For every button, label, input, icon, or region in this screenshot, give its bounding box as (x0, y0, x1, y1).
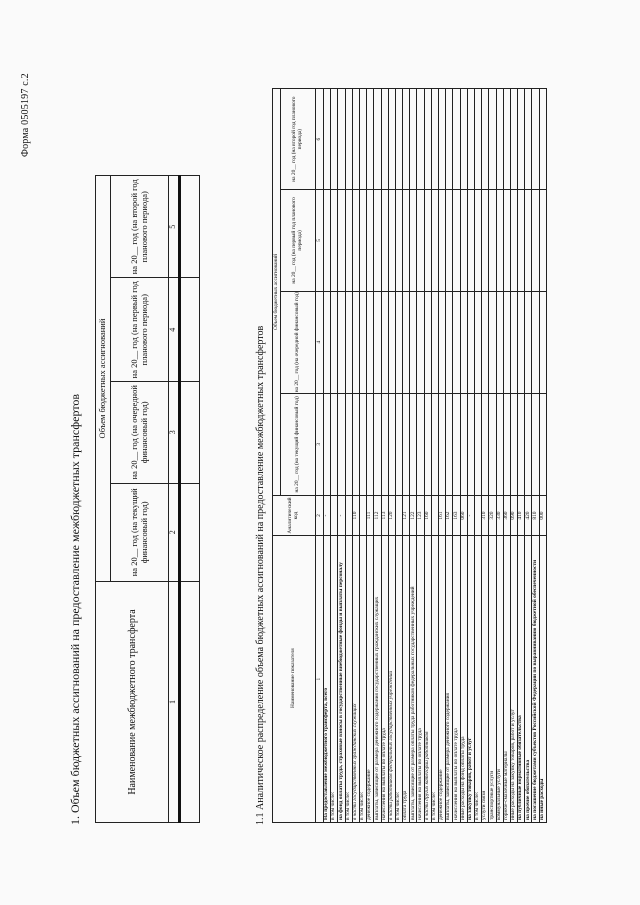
row-indicator-name: в части других категорий работников (424, 536, 431, 823)
row-indicator-name: оплата труда (403, 536, 410, 823)
row-value-cell (374, 393, 381, 495)
row-analytic-code: 320 (489, 495, 496, 535)
table-row (395, 89, 402, 823)
row-analytic-code: 163 (453, 495, 460, 535)
table-row (388, 89, 395, 823)
row-value-cell (518, 291, 525, 393)
row-value-cell (324, 89, 331, 190)
row-value-cell (359, 89, 366, 190)
row-analytic-code: 121 (403, 495, 410, 535)
row-value-cell (539, 291, 546, 393)
col-number: 4 (169, 278, 180, 381)
analytical-distribution-table (272, 88, 547, 823)
row-indicator-name: горюче-смазочные материалы (503, 536, 510, 823)
table-row (467, 89, 474, 823)
row-value-cell (525, 89, 532, 190)
table-cell (179, 483, 199, 581)
col-number: 1 (316, 536, 324, 823)
row-value-cell (352, 89, 359, 190)
row-indicator-name: на прочие обязательства (525, 536, 532, 823)
row-value-cell (467, 393, 474, 495)
row-analytic-code: 111 (367, 495, 374, 535)
row-value-cell (453, 393, 460, 495)
header-col-next: на 20__ год (на очередной финансовый год) (111, 381, 169, 483)
row-value-cell (518, 393, 525, 495)
table-row (496, 89, 503, 823)
table-row (424, 89, 431, 823)
row-value-cell (532, 190, 539, 291)
row-value-cell (525, 393, 532, 495)
row-value-cell (439, 393, 446, 495)
row-value-cell (331, 89, 338, 190)
row-analytic-code: 000 (539, 495, 546, 535)
table-cell (179, 582, 199, 823)
col-number: 2 (316, 495, 324, 535)
row-value-cell (345, 89, 352, 190)
row-indicator-name: в части работников федеральных государственных учреждений (388, 536, 395, 823)
row-value-cell (359, 393, 366, 495)
header-analytic-code: Аналитический код (273, 495, 316, 535)
row-value-cell (460, 89, 467, 190)
row-value-cell (424, 190, 431, 291)
row-analytic-code: - (338, 495, 345, 535)
header-col-plan1: на 20__ год (на первый год планового периода) (111, 278, 169, 381)
row-value-cell (331, 291, 338, 393)
row-indicator-name: начисления на выплаты по оплате труда (417, 536, 424, 823)
header-volume: Объем бюджетных ассигнований (96, 176, 111, 582)
row-indicator-name: на фонд оплаты труда, страховые взносы в государственные внебюджетные фонды и выплаты персоналу (338, 536, 345, 823)
row-value-cell (431, 89, 438, 190)
row-value-cell (374, 89, 381, 190)
row-value-cell (503, 291, 510, 393)
row-value-cell (439, 89, 446, 190)
row-indicator-name: на публичные нормативные обязательства (518, 536, 525, 823)
table-row (539, 89, 546, 823)
table-row (525, 89, 532, 823)
header-transfer-name: Наименование межбюджетного трансферта (96, 582, 169, 823)
row-value-cell (446, 89, 453, 190)
header-col-next: на 20__ год (на очередной финансовый год) (281, 291, 316, 393)
row-value-cell (496, 190, 503, 291)
row-analytic-code: 160 (424, 495, 431, 535)
table-row (410, 89, 417, 823)
row-value-cell (388, 89, 395, 190)
row-value-cell (424, 291, 431, 393)
row-value-cell (388, 393, 395, 495)
row-value-cell (417, 89, 424, 190)
row-value-cell (338, 393, 345, 495)
row-value-cell (503, 393, 510, 495)
table-row (417, 89, 424, 823)
row-value-cell (417, 393, 424, 495)
row-value-cell (359, 291, 366, 393)
header-col-current: на 20__ год (на текущий финансовый год) (111, 483, 169, 581)
row-value-cell (518, 190, 525, 291)
table-row (367, 89, 374, 823)
row-value-cell (467, 89, 474, 190)
row-value-cell (532, 291, 539, 393)
row-indicator-name: услуги связи (482, 536, 489, 823)
row-value-cell (510, 190, 517, 291)
row-analytic-code: 090 (510, 495, 517, 535)
row-analytic-code: 410 (518, 495, 525, 535)
row-analytic-code: - (467, 495, 474, 535)
row-indicator-name: денежное содержание (439, 536, 446, 823)
row-value-cell (367, 291, 374, 393)
table-row (324, 89, 331, 823)
row-indicator-name: на закупку товаров, работ и услуг (467, 536, 474, 823)
row-value-cell (453, 190, 460, 291)
row-value-cell (424, 89, 431, 190)
row-value-cell (352, 393, 359, 495)
row-value-cell (381, 190, 388, 291)
row-analytic-code: 310 (482, 495, 489, 535)
row-value-cell (352, 190, 359, 291)
row-indicator-name: на погашение бюджетами субъектов Российской Федерации по выравниванию бюджетной обеспеченности (532, 536, 539, 823)
row-analytic-code: 161 (439, 495, 446, 535)
row-value-cell (439, 291, 446, 393)
row-indicator-name: выплаты, зависящие от размера оплаты труда работников федеральных государственных учреждений (410, 536, 417, 823)
row-indicator-name: в том числе: (359, 536, 366, 823)
row-value-cell (410, 190, 417, 291)
row-value-cell (503, 190, 510, 291)
row-value-cell (510, 89, 517, 190)
row-indicator-name: начисления на выплаты по оплате труда (381, 536, 388, 823)
row-value-cell (489, 393, 496, 495)
header-indicator-name: Наименование показателя (273, 536, 316, 823)
row-value-cell (367, 89, 374, 190)
row-value-cell (403, 291, 410, 393)
row-indicator-name: коммунальные услуги (496, 536, 503, 823)
row-value-cell (474, 291, 481, 393)
table-row (331, 89, 338, 823)
row-value-cell (503, 89, 510, 190)
row-analytic-code: 110 (352, 495, 359, 535)
col-number: 2 (169, 483, 180, 581)
row-indicator-name: иные расходы на закупку товаров, работ и услуг (510, 536, 517, 823)
row-value-cell (338, 291, 345, 393)
row-value-cell (474, 89, 481, 190)
row-value-cell (410, 89, 417, 190)
table-row (403, 89, 410, 823)
header-col-plan1: на 20__ год (на первый год планового периода) (281, 190, 316, 291)
header-col-plan2: на 20__ год (на второй год планового периода) (111, 176, 169, 278)
row-value-cell (410, 393, 417, 495)
header-volume: Объем бюджетных ассигнований (273, 89, 281, 496)
row-value-cell (424, 393, 431, 495)
row-value-cell (395, 89, 402, 190)
row-value-cell (359, 190, 366, 291)
table-row (474, 89, 481, 823)
col-number: 4 (316, 291, 324, 393)
table-row (446, 89, 453, 823)
col-number: 1 (169, 582, 180, 823)
row-analytic-code: 113 (381, 495, 388, 535)
col-number: 5 (169, 176, 180, 278)
row-value-cell (525, 190, 532, 291)
row-value-cell (374, 291, 381, 393)
row-analytic-code: 162 (446, 495, 453, 535)
row-value-cell (410, 291, 417, 393)
row-value-cell (489, 291, 496, 393)
row-indicator-name: иные расходы на фонд оплаты труда (460, 536, 467, 823)
row-value-cell (381, 393, 388, 495)
row-value-cell (345, 393, 352, 495)
header-col-current: на 20__ год (на текущий финансовый год) (281, 393, 316, 495)
row-value-cell (482, 89, 489, 190)
row-indicator-name: в том числе: (474, 536, 481, 823)
row-indicator-name: в том числе: (395, 536, 402, 823)
row-analytic-code: 330 (496, 495, 503, 535)
row-value-cell (381, 291, 388, 393)
table-body (324, 89, 547, 823)
row-value-cell (496, 89, 503, 190)
row-value-cell (510, 393, 517, 495)
row-value-cell (403, 190, 410, 291)
row-value-cell (482, 393, 489, 495)
row-value-cell (460, 190, 467, 291)
row-value-cell (496, 291, 503, 393)
row-indicator-name: На предоставление межбюджетного трансферта, всего (324, 536, 331, 823)
row-value-cell (331, 190, 338, 291)
row-analytic-code: 122 (410, 495, 417, 535)
row-value-cell (446, 190, 453, 291)
row-value-cell (381, 89, 388, 190)
row-value-cell (496, 393, 503, 495)
row-value-cell (331, 393, 338, 495)
transfer-volume-table (95, 175, 200, 823)
row-value-cell (395, 291, 402, 393)
row-value-cell (395, 393, 402, 495)
row-value-cell (489, 89, 496, 190)
row-value-cell (539, 89, 546, 190)
row-value-cell (460, 393, 467, 495)
row-indicator-name: выплаты, зависящие от размера денежного содержания (446, 536, 453, 823)
row-value-cell (467, 190, 474, 291)
row-analytic-code (331, 495, 338, 535)
table-row (453, 89, 460, 823)
row-indicator-name: денежное содержание (367, 536, 374, 823)
table-cell (179, 381, 199, 483)
row-analytic-code: 123 (417, 495, 424, 535)
section2-title: 1.1 Аналитическое распределение объема бюджетных ассигнований на предоставление межбюджетных трансфертов (255, 325, 266, 825)
row-value-cell (518, 89, 525, 190)
row-value-cell (453, 291, 460, 393)
row-value-cell (474, 190, 481, 291)
row-indicator-name: в том числе: (431, 536, 438, 823)
row-value-cell (525, 291, 532, 393)
col-number: 3 (169, 381, 180, 483)
row-value-cell (539, 190, 546, 291)
row-indicator-name: в том числе: (331, 536, 338, 823)
row-value-cell (539, 393, 546, 495)
row-analytic-code: 810 (532, 495, 539, 535)
table-row (489, 89, 496, 823)
row-value-cell (388, 190, 395, 291)
table-row (352, 89, 359, 823)
row-value-cell (482, 291, 489, 393)
row-value-cell (345, 190, 352, 291)
row-value-cell (352, 291, 359, 393)
row-value-cell (367, 393, 374, 495)
row-value-cell (446, 393, 453, 495)
row-value-cell (324, 190, 331, 291)
table-cell (179, 176, 199, 278)
table-row (338, 89, 345, 823)
row-indicator-name: начисления на выплаты по оплате труда (453, 536, 460, 823)
row-value-cell (474, 393, 481, 495)
table-row (359, 89, 366, 823)
row-value-cell (417, 190, 424, 291)
col-number: 3 (316, 393, 324, 495)
row-value-cell (338, 89, 345, 190)
row-analytic-code: 120 (388, 495, 395, 535)
table-row (510, 89, 517, 823)
row-value-cell (510, 291, 517, 393)
row-value-cell (338, 190, 345, 291)
table-row (374, 89, 381, 823)
row-value-cell (489, 190, 496, 291)
form-label: Форма 0505197 с.2 (20, 73, 31, 157)
section1-title: 1. Объем бюджетных ассигнований на предоставление межбюджетных трансфертов (68, 393, 82, 825)
row-indicator-name: транспортные услуги (489, 536, 496, 823)
row-value-cell (403, 89, 410, 190)
table-row (460, 89, 467, 823)
row-analytic-code: - (324, 495, 331, 535)
row-value-cell (374, 190, 381, 291)
row-indicator-name: выплаты, зависящие от размера денежного содержания государственных гражданских служащих (374, 536, 381, 823)
row-indicator-name: в части государственных гражданских служащих (352, 536, 359, 823)
row-value-cell (431, 291, 438, 393)
row-value-cell (403, 393, 410, 495)
row-value-cell (431, 393, 438, 495)
row-value-cell (460, 291, 467, 393)
row-value-cell (417, 291, 424, 393)
row-value-cell (482, 190, 489, 291)
row-value-cell (467, 291, 474, 393)
row-analytic-code: 060 (460, 495, 467, 535)
row-value-cell (395, 190, 402, 291)
row-value-cell (431, 190, 438, 291)
col-number: 6 (316, 89, 324, 190)
row-value-cell (367, 190, 374, 291)
table-cell (179, 278, 199, 381)
row-analytic-code: 420 (525, 495, 532, 535)
header-col-plan2: на 20__ год (на второй год планового периода) (281, 89, 316, 190)
row-indicator-name: в том числе: (345, 536, 352, 823)
col-number: 5 (316, 190, 324, 291)
table-row (518, 89, 525, 823)
table-row (431, 89, 438, 823)
row-analytic-code: 112 (374, 495, 381, 535)
row-value-cell (345, 291, 352, 393)
row-value-cell (388, 291, 395, 393)
table-row (532, 89, 539, 823)
row-value-cell (324, 291, 331, 393)
row-value-cell (532, 89, 539, 190)
row-value-cell (324, 393, 331, 495)
table-row (482, 89, 489, 823)
row-value-cell (446, 291, 453, 393)
row-value-cell (453, 89, 460, 190)
row-indicator-name: на иные расходы (539, 536, 546, 823)
row-analytic-code: 360 (503, 495, 510, 535)
row-value-cell (532, 393, 539, 495)
row-value-cell (439, 190, 446, 291)
